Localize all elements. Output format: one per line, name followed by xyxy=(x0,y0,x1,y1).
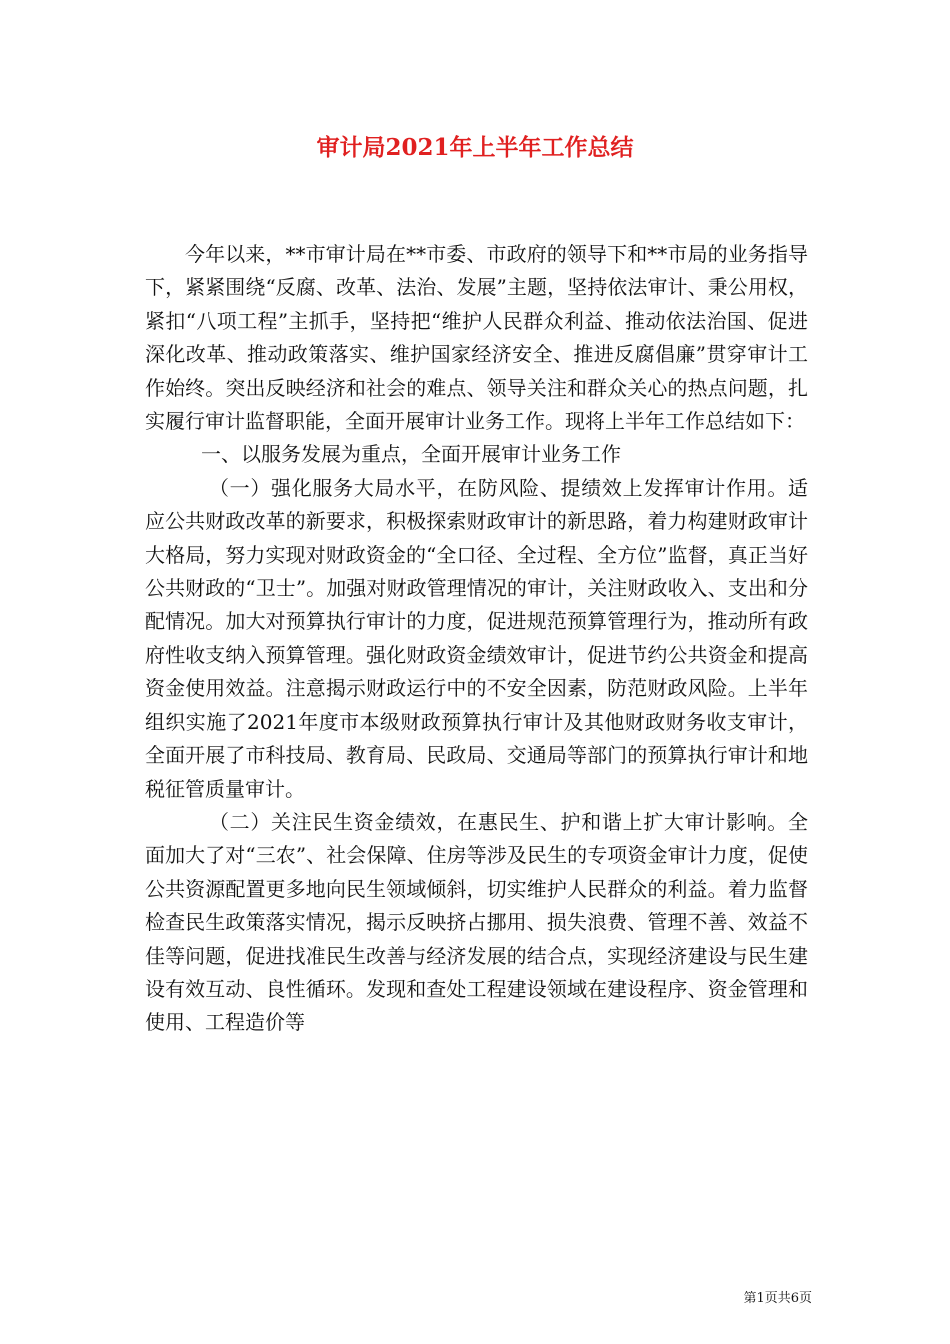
document-body xyxy=(145,238,808,1040)
paragraph-section-1-1: （一）强化服务大局水平，在防风险、提绩效上发挥审计作用。适应公共财政改革的新要求，积极探索财政审计的新思路，着力构建财政审计大格局，努力实现对财政资金的“全口径、全过程、全方位”监督，真正当好公共财政的“卫士”。加强对财政管理情况的审计，关注财政收入、支出和分配情况。加大对预算执行审计的力度，促进规范预算管理行为，推动所有政府性收支纳入预算管理。强化财政资金绩效审计，促进节约公共资金和提高资金使用效益。注意揭示财政运行中的不安全因素，防范财政风险。上半年组织实施了2021年度市本级财政预算执行审计及其他财政财务收支审计，全面开展了市科技局、教育局、民政局、交通局等部门的预算执行审计和地税征管质量审计。 xyxy=(145,475,808,801)
paragraph-intro: 今年以来，**市审计局在**市委、市政府的领导下和**市局的业务指导下，紧紧围绕“反腐、改革、法治、发展”主题，坚持依法审计、秉公用权，紧扣“八项工程”主抓手，坚持把“维护人民群众利益、推动依法治国、促进深化改革、推动政策落实、维护国家经济安全、推进反腐倡廉”贯穿审计工作始终。突出反映经济和社会的难点、领导关注和群众关心的热点问题，扎实履行审计监督职能，全面开展审计业务工作。现将上半年工作总结如下： xyxy=(145,242,808,434)
paragraph-section-1-2: （二）关注民生资金绩效，在惠民生、护和谐上扩大审计影响。全面加大了对“三农”、社会保障、住房等涉及民生的专项资金审计力度，促使公共资源配置更多地向民生领域倾斜，切实维护人民群众的利益。着力监督检查民生政策落实情况，揭示反映挤占挪用、损失浪费、管理不善、效益不佳等问题，促进找准民生改善与经济发展的结合点，实现经济建设与民生建设有效互动、良性循环。发现和查处工程建设领域在建设程序、资金管理和使用、工程造价等 xyxy=(145,809,808,1035)
page-number-footer: 第1页共6页 xyxy=(743,1291,812,1306)
document-title: 审计局2021年上半年工作总结 xyxy=(316,134,634,161)
section-heading-1: 一、以服务发展为重点，全面开展审计业务工作 xyxy=(201,442,621,467)
